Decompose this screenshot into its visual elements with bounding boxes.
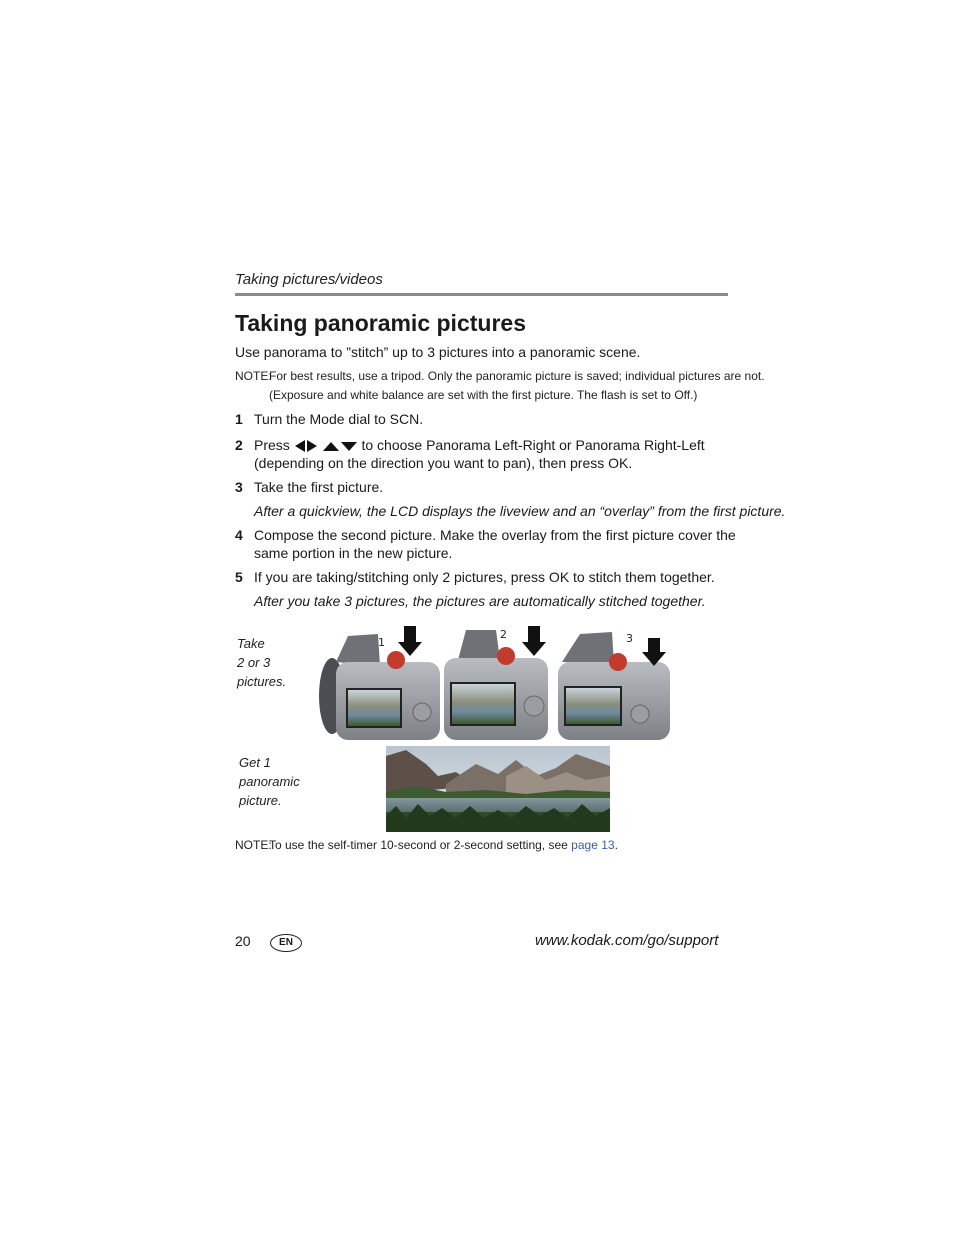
step-5-number: 5 <box>235 569 243 585</box>
camera-3-label: 3 <box>626 632 633 645</box>
step-2-line2: (depending on the direction you want to pan), then press OK. <box>254 455 633 471</box>
step-2-number: 2 <box>235 437 243 453</box>
right-arrow-icon <box>307 440 317 452</box>
step-2-text <box>254 436 705 454</box>
step-2-suffix: to choose Panorama Left-Right or Panorama Right-Left <box>361 437 705 453</box>
take-caption: Take 2 or 3 pictures. <box>237 636 287 689</box>
left-arrow-icon <box>295 440 305 452</box>
support-url: www.kodak.com/go/support <box>535 932 719 949</box>
intro-text: Use panorama to ”stitch” up to 3 pictures into a panoramic scene. <box>235 344 641 360</box>
step-5-text: If you are taking/stitching only 2 pictures, press OK to stitch them together. <box>254 569 715 585</box>
get-caption: Get 1 panoramic picture. <box>239 755 300 808</box>
note-2-label: NOTE: <box>235 838 272 852</box>
camera-1 <box>319 626 440 740</box>
note-1 <box>235 369 765 383</box>
camera-2-label: 2 <box>500 628 507 641</box>
step-4-number: 4 <box>235 527 243 543</box>
cameras-illustration <box>318 622 676 744</box>
panorama-image <box>386 746 610 832</box>
page-title: Taking panoramic pictures <box>235 310 526 336</box>
page-number: 20 <box>235 933 251 949</box>
step-2-prefix: Press <box>254 437 290 453</box>
down-arrow-icon <box>341 442 357 451</box>
note-2: NOTE:To use the self-timer 10-second or 2-second setting, see page 13. <box>235 838 618 852</box>
note-2-text: To use the self-timer 10-second or 2-second setting, see <box>269 838 568 852</box>
camera-3 <box>558 632 670 740</box>
language-badge: EN <box>270 934 302 952</box>
section-header: Taking pictures/videos <box>235 271 383 288</box>
up-arrow-icon <box>323 442 339 451</box>
note-1-line2: (Exposure and white balance are set with the first picture. The flash is set to Off.) <box>269 388 698 402</box>
step-4-line2: same portion in the new picture. <box>254 545 453 561</box>
note-1-line1: For best results, use a tripod. Only the panoramic picture is saved; individual pictures are not. <box>269 369 765 383</box>
step-3-result: After a quickview, the LCD displays the liveview and an “overlay” from the first picture. <box>254 503 786 519</box>
step-1-number: 1 <box>235 411 243 427</box>
camera-2 <box>444 626 548 740</box>
step-1-text: Turn the Mode dial to SCN. <box>254 411 424 427</box>
page-13-link[interactable]: page 13 <box>571 838 615 852</box>
step-5-result: After you take 3 pictures, the pictures are automatically stitched together. <box>254 593 706 609</box>
note-label: NOTE: <box>235 369 272 383</box>
step-3-number: 3 <box>235 479 243 495</box>
header-rule <box>235 293 728 296</box>
step-4-line1: Compose the second picture. Make the overlay from the first picture cover the <box>254 527 736 543</box>
camera-1-label: 1 <box>378 636 385 649</box>
step-3-text: Take the first picture. <box>254 479 384 495</box>
